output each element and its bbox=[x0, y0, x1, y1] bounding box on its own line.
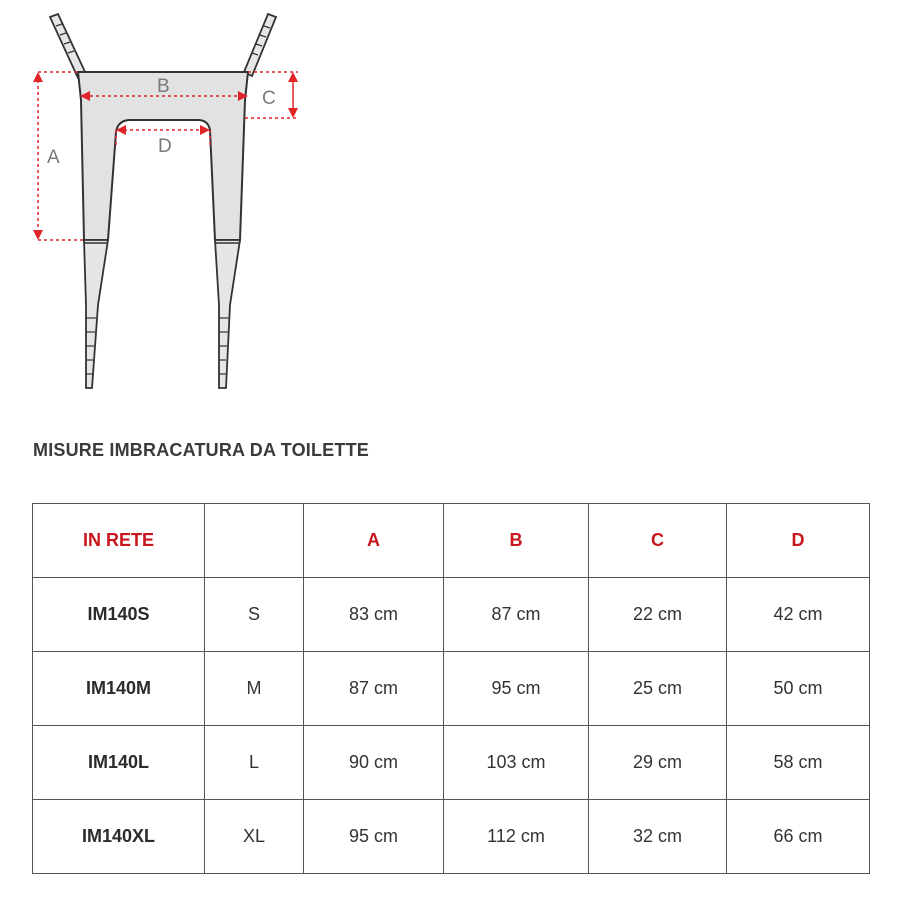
header-c: C bbox=[589, 504, 727, 578]
label-a: A bbox=[47, 147, 60, 168]
size-table bbox=[32, 503, 870, 874]
label-b: B bbox=[157, 76, 170, 97]
dimension-d bbox=[116, 125, 210, 157]
cell-size: L bbox=[205, 726, 304, 800]
header-size bbox=[205, 504, 304, 578]
cell-c: 22 cm bbox=[589, 578, 727, 652]
cell-b: 95 cm bbox=[444, 652, 589, 726]
header-a: A bbox=[304, 504, 444, 578]
cell-c: 29 cm bbox=[589, 726, 727, 800]
cell-d: 42 cm bbox=[727, 578, 870, 652]
cell-model: IM140S bbox=[33, 578, 205, 652]
cell-d: 50 cm bbox=[727, 652, 870, 726]
left-leg-strap bbox=[84, 240, 108, 388]
cell-b: 112 cm bbox=[444, 800, 589, 874]
cell-d: 58 cm bbox=[727, 726, 870, 800]
label-d: D bbox=[158, 136, 172, 157]
cell-model: IM140XL bbox=[33, 800, 205, 874]
cell-a: 95 cm bbox=[304, 800, 444, 874]
dimension-a bbox=[33, 72, 86, 240]
sling-diagram bbox=[0, 0, 320, 400]
cell-a: 83 cm bbox=[304, 578, 444, 652]
cell-model: IM140L bbox=[33, 726, 205, 800]
cell-size: XL bbox=[205, 800, 304, 874]
table-row bbox=[33, 578, 870, 652]
cell-model: IM140M bbox=[33, 652, 205, 726]
cell-b: 103 cm bbox=[444, 726, 589, 800]
header-b: B bbox=[444, 504, 589, 578]
dimension-c bbox=[245, 72, 298, 118]
cell-b: 87 cm bbox=[444, 578, 589, 652]
cell-d: 66 cm bbox=[727, 800, 870, 874]
table-row bbox=[33, 800, 870, 874]
left-shoulder-strap bbox=[50, 14, 86, 78]
cell-size: S bbox=[205, 578, 304, 652]
table-row bbox=[33, 726, 870, 800]
page-title: MISURE IMBRACATURA DA TOILETTE bbox=[33, 440, 369, 460]
header-d: D bbox=[727, 504, 870, 578]
table-header-row bbox=[33, 504, 870, 578]
right-shoulder-strap bbox=[244, 14, 276, 76]
label-c: C bbox=[262, 88, 276, 109]
cell-a: 87 cm bbox=[304, 652, 444, 726]
cell-a: 90 cm bbox=[304, 726, 444, 800]
right-leg-strap bbox=[215, 240, 240, 388]
cell-c: 32 cm bbox=[589, 800, 727, 874]
cell-size: M bbox=[205, 652, 304, 726]
table-row bbox=[33, 652, 870, 726]
header-model: IN RETE bbox=[33, 504, 205, 578]
cell-c: 25 cm bbox=[589, 652, 727, 726]
